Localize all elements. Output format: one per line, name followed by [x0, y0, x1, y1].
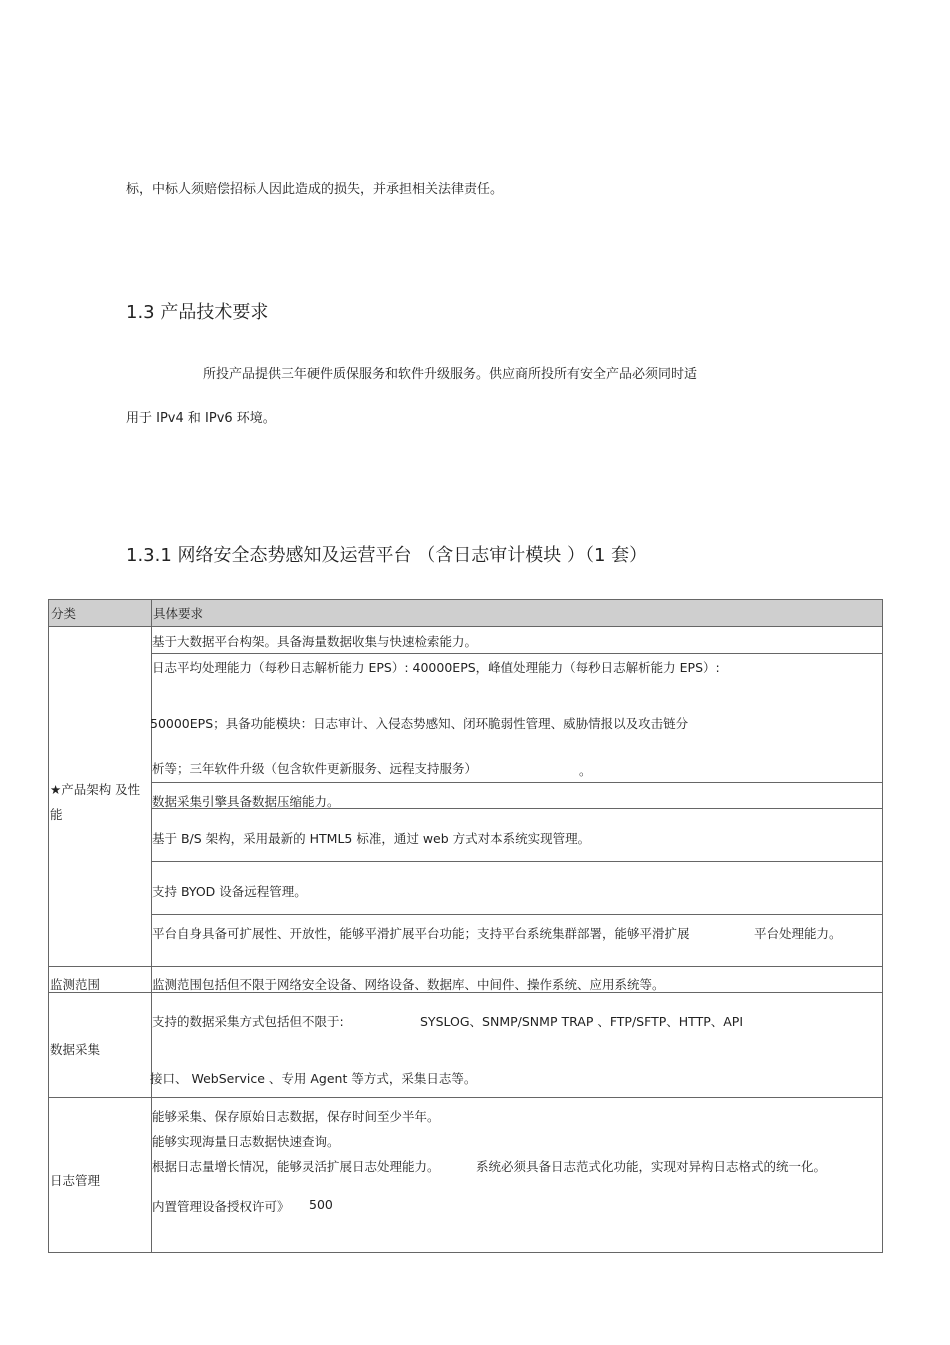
- row-divider: [151, 782, 882, 783]
- category-architecture-cont: 能: [50, 807, 63, 822]
- header-category: 分类: [51, 606, 77, 621]
- requirement-item: 基于大数据平台构架。具备海量数据收集与快速检索能力。: [152, 634, 478, 649]
- requirement-item: 接口、 WebService 、专用 Agent 等方式，采集日志等。: [150, 1071, 477, 1086]
- requirement-item: 系统必须具备日志范式化功能，实现对异构日志格式的统一化。: [476, 1159, 827, 1174]
- continuation-text: 标，中标人须赔偿招标人因此造成的损失，并承担相关法律责任。: [126, 182, 504, 197]
- requirement-item: 数据采集引擎具备数据压缩能力。: [152, 794, 340, 809]
- requirement-item: 平台处理能力。: [754, 926, 842, 941]
- requirement-item: SYSLOG、SNMP/SNMP TRAP 、FTP/SFTP、HTTP、API: [420, 1014, 744, 1029]
- requirements-table: [48, 599, 883, 1253]
- requirement-item: 基于 B/S 架构，采用最新的 HTML5 标准，通过 web 方式对本系统实现管理。: [152, 831, 591, 846]
- category-log-management: 日志管理: [50, 1173, 101, 1188]
- requirement-item: 内置管理设备授权许可》: [152, 1199, 290, 1214]
- row-divider: [49, 1097, 882, 1098]
- requirement-item: 。: [579, 763, 592, 778]
- requirement-item: 支持 BYOD 设备远程管理。: [152, 884, 307, 899]
- row-divider: [49, 966, 882, 967]
- requirement-item: 能够采集、保存原始日志数据，保存时间至少半年。: [152, 1109, 440, 1124]
- requirement-item: 根据日志量增长情况，能够灵活扩展日志处理能力。: [152, 1159, 440, 1174]
- requirement-item: 析等；三年软件升级（包含软件更新服务、远程支持服务）: [152, 761, 478, 776]
- requirement-item: 500: [309, 1197, 333, 1212]
- category-monitoring: 监测范围: [50, 977, 101, 992]
- requirement-item: 50000EPS；具备功能模块：日志审计、入侵态势感知、闭环脆弱性管理、威胁情报以及攻击链分: [150, 716, 689, 731]
- requirement-item: 能够实现海量日志数据快速查询。: [152, 1134, 340, 1149]
- row-divider: [151, 653, 882, 654]
- row-divider: [151, 914, 882, 915]
- subsection-heading: 1.3.1 网络安全态势感知及运营平台 （含日志审计模块 ）（1 套）: [126, 545, 648, 566]
- requirement-item: 支持的数据采集方式包括但不限于:: [152, 1014, 344, 1029]
- paragraph-line-1: 所投产品提供三年硬件质保服务和软件升级服务。供应商所投所有安全产品必须同时适: [203, 367, 698, 382]
- header-requirement: 具体要求: [153, 606, 204, 621]
- section-heading: 1.3 产品技术要求: [126, 302, 269, 323]
- category-collection: 数据采集: [50, 1042, 101, 1057]
- paragraph-line-2: 用于 IPv4 和 IPv6 环境。: [126, 411, 276, 426]
- requirement-item: 监测范围包括但不限于网络安全设备、网络设备、数据库、中间件、操作系统、应用系统等。: [152, 977, 665, 992]
- row-divider: [151, 861, 882, 862]
- requirement-item: 日志平均处理能力（每秒日志解析能力 EPS）: 40000EPS，峰值处理能力（每秒日志解析能力 EPS）:: [152, 660, 720, 675]
- category-architecture: ★产品架构 及性: [50, 782, 141, 797]
- requirement-item: 平台自身具备可扩展性、开放性，能够平滑扩展平台功能；支持平台系统集群部署，能够平滑扩展: [152, 926, 690, 941]
